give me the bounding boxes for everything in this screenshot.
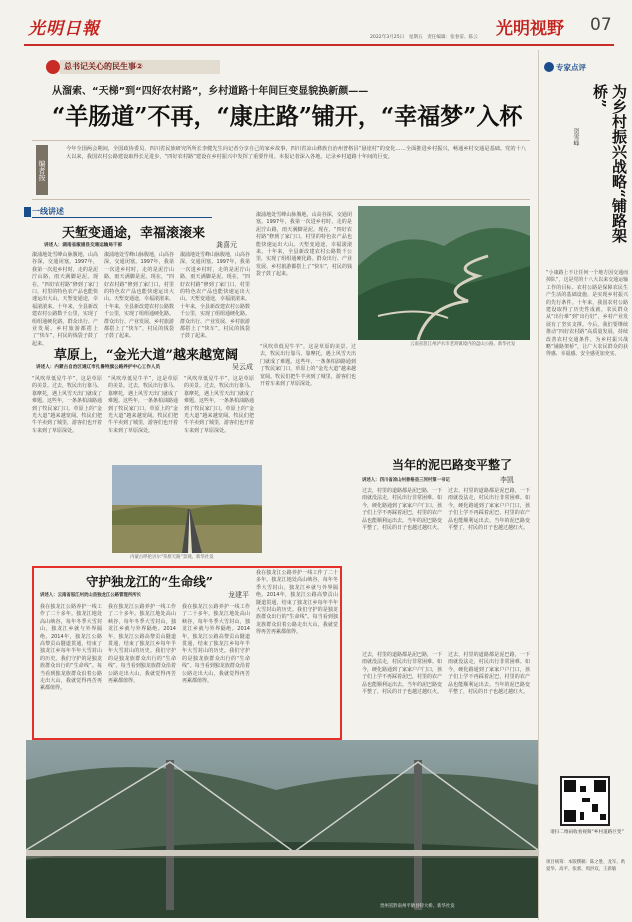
- bridge-photo: [26, 740, 538, 918]
- credits: 项目统筹：本版撰稿：陈之胜、龙军、禹爱华、高平、张蕾、周洪双、王新敏: [546, 860, 626, 872]
- masthead: [0, 0, 632, 48]
- article1-title: 天堑变通途，幸福滚滚来: [62, 226, 206, 241]
- article1-body-col2: 溆浦地处雪峰山脉腹地，山高谷深，交通闭塞。1997年，我第一次进乡村时，走的是泥泞山路，雨天满脚是泥。现在，“四好农村路”修到了家门口，村里的特色农产品也能快速运出大山。天堑变通途，幸福滚滚来。十年来，全县新改建农村公路数千公里，实现了组组通硬化路。群众出行、产业发展、乡村旅游都搭上了“快车”，村民的钱袋子鼓了起来。: [104, 252, 175, 340]
- qr-pattern-icon: [562, 778, 608, 824]
- article3-body-col4: 过去，村里的道路都是泥巴路，一下雨就没法走，村民出行非常困难。如今，硬化路通到了家家户户门口，孩子们上学不再踩着泥巴，村里的农产品也能顺利运出去。当年的泥巴路变平整了，村民的日子也越过越红火。: [448, 652, 530, 696]
- article1-body-col3: 溆浦地处雪峰山脉腹地，山高谷深，交通闭塞。1997年，我第一次进乡村时，走的是泥泞山路，雨天满脚是泥。现在，“四好农村路”修到了家门口，村里的特色农产品也能快速运出大山。天堑变通途，幸福滚滚来。十年来，全县新改建农村公路数千公里，实现了组组通硬化路。群众出行、产业发展、乡村旅游都搭上了“快车”，村民的钱袋子鼓了起来。: [180, 252, 251, 340]
- series-icon: [46, 60, 60, 74]
- sidebar-body: “小康路上不让任何一个地方因交通而掉队”，这是党的十八大以来交通运输工作的目标。农村公路是保障农民生产生活的基础设施，是实现乡村振兴的先行条件。十年来，我国农村公路建设取得了历史性成就，农民群众从“出行难”到“出行好”，乡村产业发展有了坚实支撑。今后，我们要继续推动“四好农村路”高质量发展，持续改善农村交通条件，为乡村振兴战略“铺路架桥”，让广大农民群众的获得感、幸福感、安全感更加充实。: [546, 270, 628, 358]
- bridge-photo-caption: 贵州省黔南州平塘县特大桥。新华社发: [380, 904, 455, 909]
- article1-byline: 讲述人：湖南省溆浦县交通运输局干部: [44, 243, 123, 248]
- feature-headline: “羊肠道”不再，“康庄路”铺开，“幸福梦”入杯: [52, 103, 523, 130]
- feature-photo: [358, 206, 530, 340]
- editor-note-label: 编者按: [36, 145, 48, 195]
- editor-note-text: 今年全国两会期间，全国政协委员、四川省民族研究所所长李健先生向记者分享自己的家乡故事，四川省凉山彝族自治州普格县“悬崖村”的变化……全面推进乡村振兴，畅通乡村交通是基础。党的十八大以来，我国农村公路建设取得长足进步，“四好农村路”建设在乡村振兴中发挥了重要作用。本报记者深入各地，记录乡村道路十年间的巨变。: [66, 146, 526, 160]
- article4-body-col1: 我在独龙江公路养护一线工作了二十多年。独龙江地处高山峡谷，每年冬季大雪封山，独龙江乡就与外界隔绝。2014年，独龙江公路高黎贡山隧道贯通，结束了独龙江乡每年半年大雪封山的历史。我们守护的是独龙族群众出行的“生命线”。每当看到独龙族群众沿着公路走出大山，我就觉得再苦再累都值得。: [40, 604, 102, 692]
- article2-author: 吴云成: [232, 363, 253, 371]
- sidebar-divider: [538, 50, 539, 920]
- article4-author: 龙建平: [228, 591, 249, 599]
- newspaper-logo: 光明日報: [28, 19, 100, 39]
- series-label: 总书记关心的民生事②: [60, 60, 220, 74]
- article3-body-col2: 过去，村里的道路都是泥巴路，一下雨就没法走，村民出行非常困难。如今，硬化路通到了家家户户门口，孩子们上学不再踩着泥巴，村里的农产品也能顺利运出去。当年的泥巴路变平整了，村民的日子也越过越红火。: [448, 488, 530, 532]
- qr-code: [560, 776, 610, 826]
- feature-photo-caption: 云南省怒江州泸水市老窝镇境内的盘山公路。新华社发: [410, 342, 516, 347]
- article3-body-col3: 过去，村里的道路都是泥巴路，一下雨就没法走，村民出行非常困难。如今，硬化路通到了家家户户门口，孩子们上学不再踩着泥巴，村里的农产品也能顺利运出去。当年的泥巴路变平整了，村民的日子也越过越红火。: [362, 652, 443, 696]
- article3-title: 当年的泥巴路变平整了: [392, 458, 513, 472]
- article4-body-col2: 我在独龙江公路养护一线工作了二十多年。独龙江地处高山峡谷，每年冬季大雪封山，独龙江乡就与外界隔绝。2014年，独龙江公路高黎贡山隧道贯通，结束了独龙江乡每年半年大雪封山的历史。我们守护的是独龙族群众出行的“生命线”。每当看到独龙族群众沿着公路走出大山，我就觉得再苦再累都值得。: [108, 604, 176, 685]
- subsection-icon: [24, 207, 31, 217]
- article4-title: 守护独龙江的“生命线”: [86, 574, 213, 589]
- sidebar-author: 贺雪峰: [572, 128, 579, 146]
- article3-author: 李凯: [500, 476, 514, 484]
- article3-body-col1: 过去，村里的道路都是泥巴路，一下雨就没法走，村民出行非常困难。如今，硬化路通到了家家户户门口，孩子们上学不再踩着泥巴，村里的农产品也能顺利运出去。当年的泥巴路变平整了，村民的日子也越过越红火。: [362, 488, 443, 532]
- article1-body-col4: 溆浦地处雪峰山脉腹地，山高谷深，交通闭塞。1997年，我第一次进乡村时，走的是泥泞山路，雨天满脚是泥。现在，“四好农村路”修到了家门口，村里的特色农产品也能快速运出大山。天堑变通途，幸福滚滚来。十年来，全县新改建农村公路数千公里，实现了组组通硬化路。群众出行、产业发展、乡村旅游都搭上了“快车”，村民的钱袋子鼓了起来。: [256, 212, 352, 278]
- article1-author: 龚喜元: [216, 241, 237, 249]
- sidebar-label: 专家点评: [556, 63, 586, 72]
- masthead-rule: [24, 44, 614, 46]
- date-line: 2022年3月25日 星期五 责任编辑：张春雷、陈云: [370, 35, 478, 40]
- section-title: 光明视野: [496, 19, 564, 39]
- article2-body-col4: “风吹草低见牛羊”，这是草原的美景。过去，牧民出行靠马、靠摩托，遇上风雪天出门就成了难题。这些年，一条条柏油路通到了牧民家门口，草原上的“金光大道”越来越宽阔。牧民们把牛羊卖到了城里，游客们也开着车来到了草原深处。: [260, 344, 356, 388]
- mountain-road-image: [358, 206, 530, 340]
- grassland-photo: [112, 465, 262, 553]
- grassland-road-image: [112, 465, 262, 553]
- subsection-label: 一线讲述: [32, 206, 212, 218]
- article3-byline: 讲述人：四川省凉山州普格县三河村第一书记: [362, 478, 450, 483]
- expert-icon: [544, 62, 554, 72]
- article4-body-col4: 我在独龙江公路养护一线工作了二十多年。独龙江地处高山峡谷，每年冬季大雪封山，独龙江乡就与外界隔绝。2014年，独龙江公路高黎贡山隧道贯通，结束了独龙江乡每年半年大雪封山的历史。我们守护的是独龙族群众出行的“生命线”。每当看到独龙族群众沿着公路走出大山，我就觉得再苦再累都值得。: [256, 570, 338, 636]
- editor-note-box: [32, 140, 530, 200]
- sidebar-headline: 为乡村振兴战略“铺路架桥”: [591, 84, 628, 243]
- article2-title: 草原上，“金光大道”越来越宽阔: [54, 348, 238, 363]
- article2-byline: 讲述人：内蒙古自治区通辽市扎鲁特旗公路养护中心工作人员: [36, 365, 161, 370]
- page-number: 07: [590, 15, 612, 35]
- qr-caption: 请扫二维码收看视频“乡村道路巨变”: [550, 830, 624, 835]
- article1-body-col1: 溆浦地处雪峰山脉腹地，山高谷深，交通闭塞。1997年，我第一次进乡村时，走的是泥泞山路，雨天满脚是泥。现在，“四好农村路”修到了家门口，村里的特色农产品也能快速运出大山。天堑变通途，幸福滚滚来。十年来，全县新改建农村公路数千公里，实现了组组通硬化路。群众出行、产业发展、乡村旅游都搭上了“快车”，村民的钱袋子鼓了起来。: [32, 252, 98, 347]
- feature-kicker: 从溜索、“天梯”到“四好农村路”，乡村道路十年间巨变显貌换新颜——: [52, 86, 369, 97]
- article2-body-col3: “风吹草低见牛羊”，这是草原的美景。过去，牧民出行靠马、靠摩托，遇上风雪天出门就成了难题。这些年，一条条柏油路通到了牧民家门口，草原上的“金光大道”越来越宽阔。牧民们把牛羊卖到了城里，游客们也开着车来到了草原深处。: [184, 376, 255, 434]
- grassland-photo-caption: 内蒙古呼伦贝尔“草原天路”景观。新华社发: [130, 555, 214, 560]
- article4-body-col3: 我在独龙江公路养护一线工作了二十多年。独龙江地处高山峡谷，每年冬季大雪封山，独龙江乡就与外界隔绝。2014年，独龙江公路高黎贡山隧道贯通，结束了独龙江乡每年半年大雪封山的历史。我们守护的是独龙族群众出行的“生命线”。每当看到独龙族群众沿着公路走出大山，我就觉得再苦再累都值得。: [182, 604, 250, 685]
- article2-body-col2: “风吹草低见牛羊”，这是草原的美景。过去，牧民出行靠马、靠摩托，遇上风雪天出门就成了难题。这些年，一条条柏油路通到了牧民家门口，草原上的“金光大道”越来越宽阔。牧民们把牛羊卖到了城里，游客们也开着车来到了草原深处。: [108, 376, 179, 434]
- bridge-image: [26, 740, 538, 918]
- article4-byline: 讲述人：云南省怒江州贡山县独龙江公路管理所所长: [40, 593, 141, 598]
- article2-body-col1: “风吹草低见牛羊”，这是草原的美景。过去，牧民出行靠马、靠摩托，遇上风雪天出门就成了难题。这些年，一条条柏油路通到了牧民家门口，草原上的“金光大道”越来越宽阔。牧民们把牛羊卖到了城里，游客们也开着车来到了草原深处。: [32, 376, 103, 434]
